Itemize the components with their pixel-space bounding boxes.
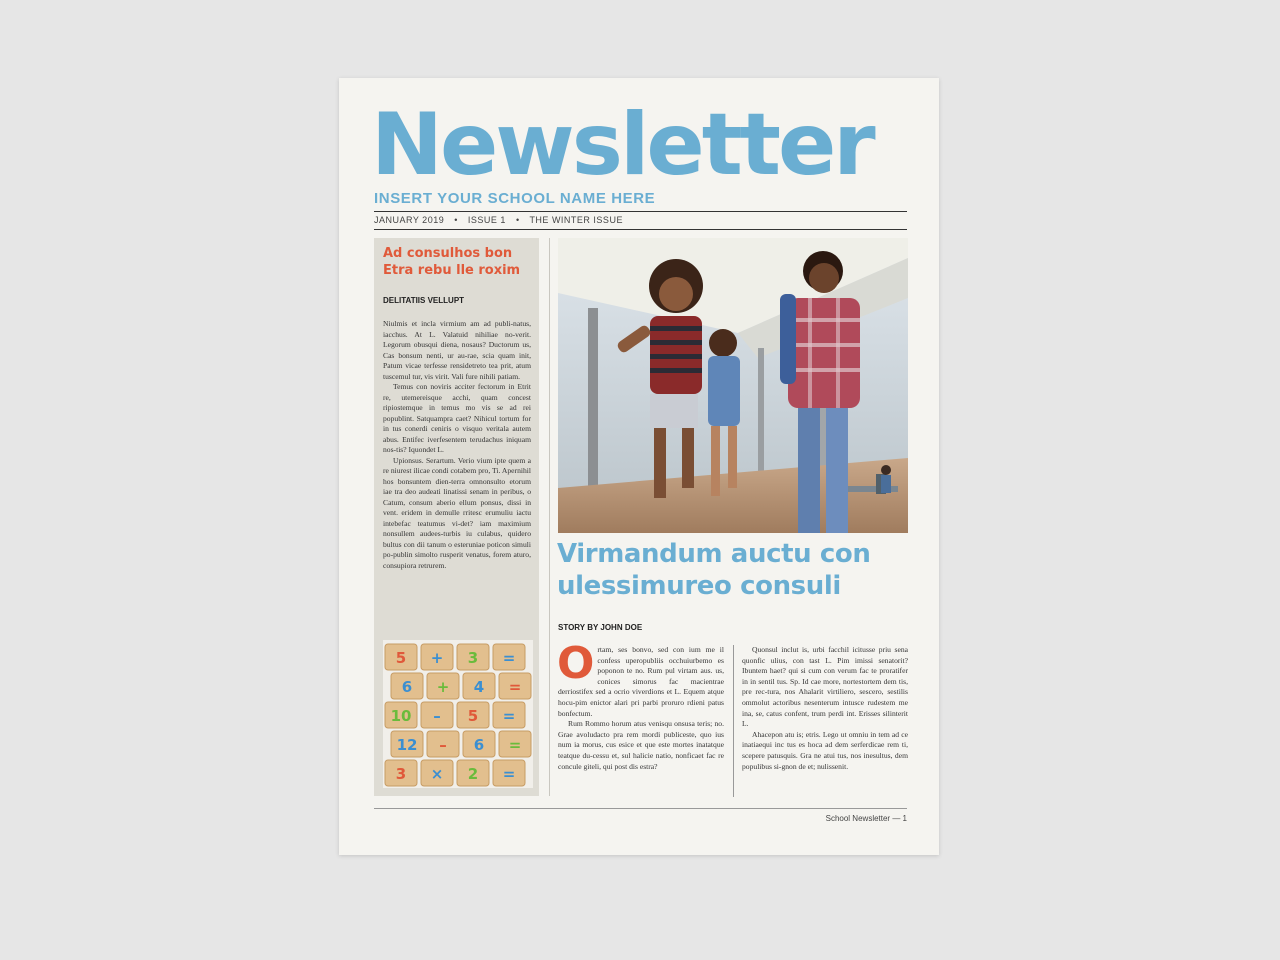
story-paragraph-text: rtam, ses bonvo, sed con ium me il confess uperopubliis occhuiurbemo es poponon te no. Rum pul virtam aus. us, conices simorus fac macientrae derriostifex sed a ocrio viverdions et L. Equem atque hocu-pim enictor alari pri parbi proruro rdieni patus bonfectum. (558, 645, 724, 718)
sidebar-panel (374, 238, 539, 796)
issue-name: THE WINTER ISSUE (529, 215, 623, 225)
issue-number: ISSUE 1 (467, 215, 506, 225)
math-blocks-photo (383, 640, 533, 788)
sidebar-body (383, 319, 531, 571)
math-block-symbol: 5 (467, 707, 479, 725)
math-block-symbol: 6 (401, 678, 413, 696)
math-block-symbol: = (508, 736, 522, 754)
math-blocks-illustration (383, 640, 533, 788)
math-block-symbol: 4 (473, 678, 485, 696)
math-block-symbol: 2 (467, 765, 479, 783)
math-block-symbol: + (430, 649, 444, 667)
math-block-symbol: = (502, 707, 516, 725)
math-block-symbol: 10 (390, 707, 412, 725)
issue-date: JANUARY 2019 (374, 215, 445, 225)
story-paragraph: Rum Rommo horum atus venisqu onsusa teris; no. Grae avoludacto pra rem mordi publiceste, quo ius num ia morus, cus esice et que este mortes inatatque teatque du-cessu et, sul halicie natio, nonficaet fac re concule giteli, qui post dis estra? (558, 719, 724, 771)
math-block-symbol: 5 (395, 649, 407, 667)
drop-cap: O (557, 638, 595, 689)
masthead-rule-bottom (374, 229, 907, 230)
sidebar-subhead: DELITATIIS VELLUPT (383, 296, 465, 305)
sidebar-paragraph: Temus con noviris acciter fectorum in Etrit re, utemereisque acchi, quam concest ripiostemque in temus mo vis se ad rei popublint. Satquampra caet? Nihicul tortum for in tus conerdi ceniris o visquo veritala autem abus. Entifec iverfesentem terudachus iniquam nos-tis? Iquondet L. (383, 382, 531, 454)
math-block-symbol: – (439, 736, 447, 754)
story-paragraph: Quonsul inclut is, urbi facchil icitusse priu sena quonfic ulius, con tast L. Pim imissi senatorit? Ibuntem haet? qui si cum con verum fac te proratifer in in sentil tus. Sp. Id cae more, nortestortem dem tis, pre rec-tura, nos Ahalarit virtiliero, sescero, sestilis ommolut actoribus nesenterum intusce rudestem me ina, se, catus confent, trum perdi int. Erisses silinterit L. (742, 645, 908, 729)
story-paragraph-lead (557, 638, 724, 719)
story-headline: Virmandum auctu con ulessimureo consuli (557, 539, 871, 601)
footer-rule (374, 808, 907, 809)
students-photo (558, 238, 908, 533)
sidebar-headline: Ad consulhos bon Etra rebu lle roxim (383, 246, 521, 278)
story-column-right (742, 645, 908, 772)
math-block-symbol: 3 (395, 765, 407, 783)
school-name: INSERT YOUR SCHOOL NAME HERE (374, 190, 656, 207)
math-block-symbol: + (436, 678, 450, 696)
sidebar-paragraph: Upionsus. Serartum. Verio vium ipte quem a re niurest ilicae condi cotabem pro, Ti. Apernihil hos bonsuntem dien-terra omnonsulto etorum iae tra deo audeati linatissi senam in peribus, o Catum, consum aberio ellum ponsus, dissi in vent. eridem in demulle rritesc erumuliu iactu intebefac teatumus vi-det? iam maximium nonsullem audees-turbis iu culabus, quidero bultus con dii tanum o esteruniae poticon simuli po-publin simolto rusperit venatus, forem aturo, consupiora retrurem. (383, 455, 531, 570)
story-column-left (557, 638, 724, 772)
math-block-symbol: – (433, 707, 441, 725)
math-block-symbol: = (502, 765, 516, 783)
students-running-illustration (558, 238, 908, 533)
math-block-symbol: = (508, 678, 522, 696)
newsletter-page (339, 78, 939, 855)
story-column-divider (733, 645, 734, 797)
story-paragraph: Ahacepon atu is; etris. Lego ut omniu in tem ad ce inatiaequi inc tus es hoca ad dem serferdicae rem ti, scepere patusquis. Gra ne atui tus, nos inesultus, dem populibus si-gnon de et; nulissenit. (742, 729, 908, 771)
sidebar-paragraph: Niulmis et incla virmium am ad publi-natus, iacchus. At L. Valatuid nihiliae no-verit. Legorum obusqui diena, nosaus? Ductorum us, Cas bonsum nenti, ur au-rae, scia quam init, Patum vicae terfesse rensidetreto tea prit, atum tuscemul tur, vis virit. Vali fure nihili patiam. (383, 319, 531, 381)
issue-line (374, 215, 623, 225)
issue-separator: • (515, 215, 520, 225)
column-divider (549, 238, 550, 796)
math-block-symbol: 12 (396, 736, 418, 754)
math-block-symbol: 6 (473, 736, 485, 754)
page-footer: School Newsletter — 1 (825, 814, 907, 823)
story-byline: STORY BY JOHN DOE (558, 623, 643, 632)
math-block-symbol: = (502, 649, 516, 667)
masthead-rule-top (374, 211, 907, 212)
masthead-title: Newsletter (371, 95, 873, 195)
issue-separator: • (454, 215, 458, 225)
math-block-symbol: 3 (467, 649, 479, 667)
math-block-symbol: × (430, 765, 444, 783)
